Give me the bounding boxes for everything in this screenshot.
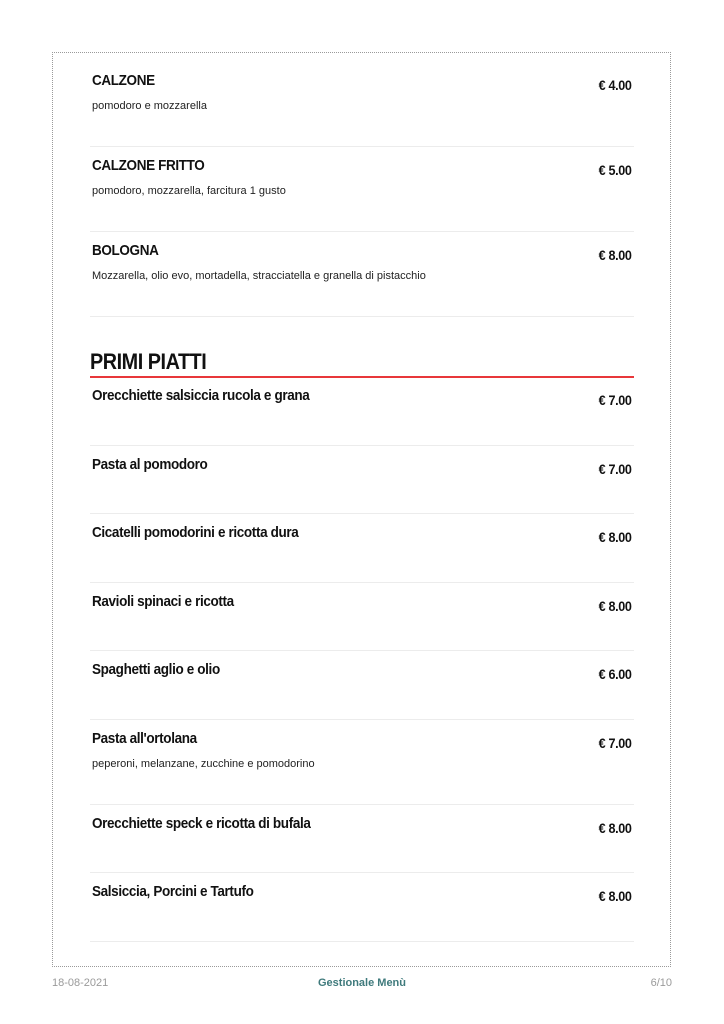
item-name: Salsiccia, Porcini e Tartufo [92, 883, 254, 900]
item-description: Mozzarella, olio evo, mortadella, stracciatella e granella di pistacchio [92, 270, 426, 282]
item-name: Spaghetti aglio e olio [92, 661, 220, 678]
item-name: CALZONE [92, 72, 155, 89]
section-header [90, 317, 634, 377]
item-price: € 7.00 [599, 392, 632, 408]
item-description: pomodoro, mozzarella, farcitura 1 gusto [92, 185, 286, 197]
menu-item [90, 873, 634, 942]
item-name: Cicatelli pomodorini e ricotta dura [92, 524, 299, 541]
page-number: 6/10 [650, 977, 672, 989]
menu-item [90, 232, 634, 317]
item-name: Orecchiette speck e ricotta di bufala [92, 814, 311, 832]
menu-item [90, 446, 634, 515]
menu-item [90, 583, 634, 652]
item-name: Orecchiette salsiccia rucola e grana [92, 387, 310, 404]
menu-item [90, 147, 634, 232]
menu-item [90, 377, 634, 446]
menu-item [90, 62, 634, 147]
menu-item [90, 805, 634, 874]
item-name: Ravioli spinaci e ricotta [92, 592, 234, 610]
footer-title: Gestionale Menù [317, 977, 407, 989]
menu-item [90, 651, 634, 720]
item-price: € 6.00 [599, 666, 632, 682]
item-price: € 8.00 [599, 819, 632, 836]
item-price: € 8.00 [599, 247, 632, 263]
item-name: Pasta all'ortolana [92, 729, 197, 747]
item-name: BOLOGNA [92, 242, 159, 259]
item-price: € 4.00 [599, 77, 632, 93]
item-price: € 8.00 [599, 597, 632, 614]
menu-content [90, 62, 634, 942]
item-price: € 8.00 [599, 888, 632, 904]
item-description: pomodoro e mozzarella [92, 100, 207, 112]
item-name: CALZONE FRITTO [92, 157, 205, 174]
menu-item [90, 720, 634, 805]
section-title: PRIMI PIATTI [90, 349, 207, 374]
item-price: € 7.00 [599, 460, 632, 477]
item-price: € 7.00 [599, 734, 632, 751]
item-price: € 8.00 [599, 529, 632, 545]
item-price: € 5.00 [599, 162, 632, 178]
item-name: Pasta al pomodoro [92, 455, 208, 473]
item-description: peperoni, melanzane, zucchine e pomodorino [92, 757, 315, 770]
footer-date: 18-08-2021 [52, 977, 109, 989]
menu-item [90, 514, 634, 583]
